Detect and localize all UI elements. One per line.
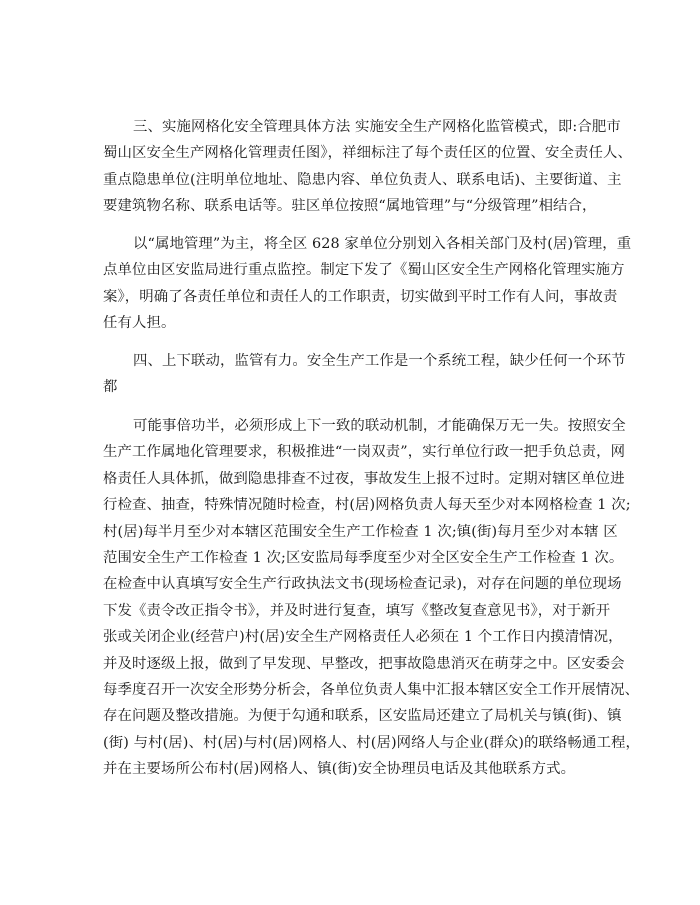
text-line: 重点隐患单位(注明单位地址、隐患内容、单位负责人、联系电话)、主要街道、主 — [103, 171, 622, 188]
text-line: 并在主要场所公布村(居)网格人、镇(街)安全协理员电话及其他联系方式。 — [103, 761, 576, 778]
text-line: 案》，明确了各责任单位和责任人的工作职责，切实做到平时工作有人问，事故责 — [103, 288, 618, 305]
text-line: 下发《责令改正指令书》，并及时进行复查，填写《整改复查意见书》，对于新开 — [103, 602, 611, 619]
text-line: 每季度召开一次安全形势分析会，各单位负责人集中汇报本辖区安全工作开展情况、 — [103, 682, 640, 699]
text-line: 四、上下联动，监管有力。安全生产工作是一个系统工程，缺少任何一个环节 — [133, 353, 626, 369]
paragraph-grid-method — [103, 114, 632, 220]
text-line: 在检查中认真填写安全生产行政执法文书(现场检查记录)，对存在问题的单位现场 — [103, 576, 622, 593]
text-line: 三、实施网格化安全管理具体方法 实施安全生产网格化监管模式，即:合肥市 — [133, 119, 621, 135]
text-line: 生产工作属地化管理要求，积极推进“一岗双责”，实行单位行政一把手负总责，网 — [103, 444, 626, 461]
text-line: 都 — [103, 379, 118, 396]
text-line: 张或关闭企业(经营户)村(居)安全生产网格责任人必须在 1 个工作日内摸清情况， — [103, 629, 623, 646]
text-line: 要建筑物名称、联系电话等。驻区单位按照“属地管理”与“分级管理”相结合， — [103, 198, 597, 215]
paragraph-territorial-management — [103, 231, 632, 337]
paragraph-linkage-heading — [103, 348, 626, 401]
text-line: (街) 与村(居)、村(居)与村(居)网格人、村(居)网络人与企业(群众)的联络畅通工程， — [103, 734, 640, 751]
text-line: 可能事倍功半，必须形成上下一致的联动机制，才能确保万无一失。按照安全 — [133, 418, 626, 434]
text-line: 存在问题及整改措施。为便于勾通和联系，区安监局还建立了局机关与镇(街)、镇 — [103, 708, 622, 725]
text-line: 范围安全生产工作检查 1 次;区安监局每季度至少对全区安全生产工作检查 1 次。 — [103, 550, 624, 567]
text-line: 点单位由区安监局进行重点监控。制定下发了《蜀山区安全生产网格化管理实施方 — [103, 262, 625, 279]
text-line: 以“属地管理”为主，将全区 628 家单位分别划入各相关部门及村(居)管理，重 — [133, 236, 632, 252]
paragraph-linkage-mechanism — [103, 413, 640, 783]
text-line: 格责任人具体抓，做到隐患排查不过夜，事故发生上报不过时。定期对辖区单位进 — [103, 470, 625, 487]
text-line: 并及时逐级上报，做到了早发现、早整改，把事故隐患消灭在萌芽之中。区安委会 — [103, 655, 625, 672]
text-line: 任有人担。 — [103, 315, 176, 332]
text-line: 行检查、抽查，特殊情况随时检查，村(居)网格负责人每天至少对本网格检查 1 次; — [103, 497, 631, 514]
text-line: 村(居)每半月至少对本辖区范围安全生产工作检查 1 次;镇(街)每月至少对本辖 区 — [103, 523, 618, 540]
text-line: 蜀山区安全生产网格化管理责任图》，祥细标注了每个责任区的位置、安全责任人、 — [103, 145, 632, 162]
